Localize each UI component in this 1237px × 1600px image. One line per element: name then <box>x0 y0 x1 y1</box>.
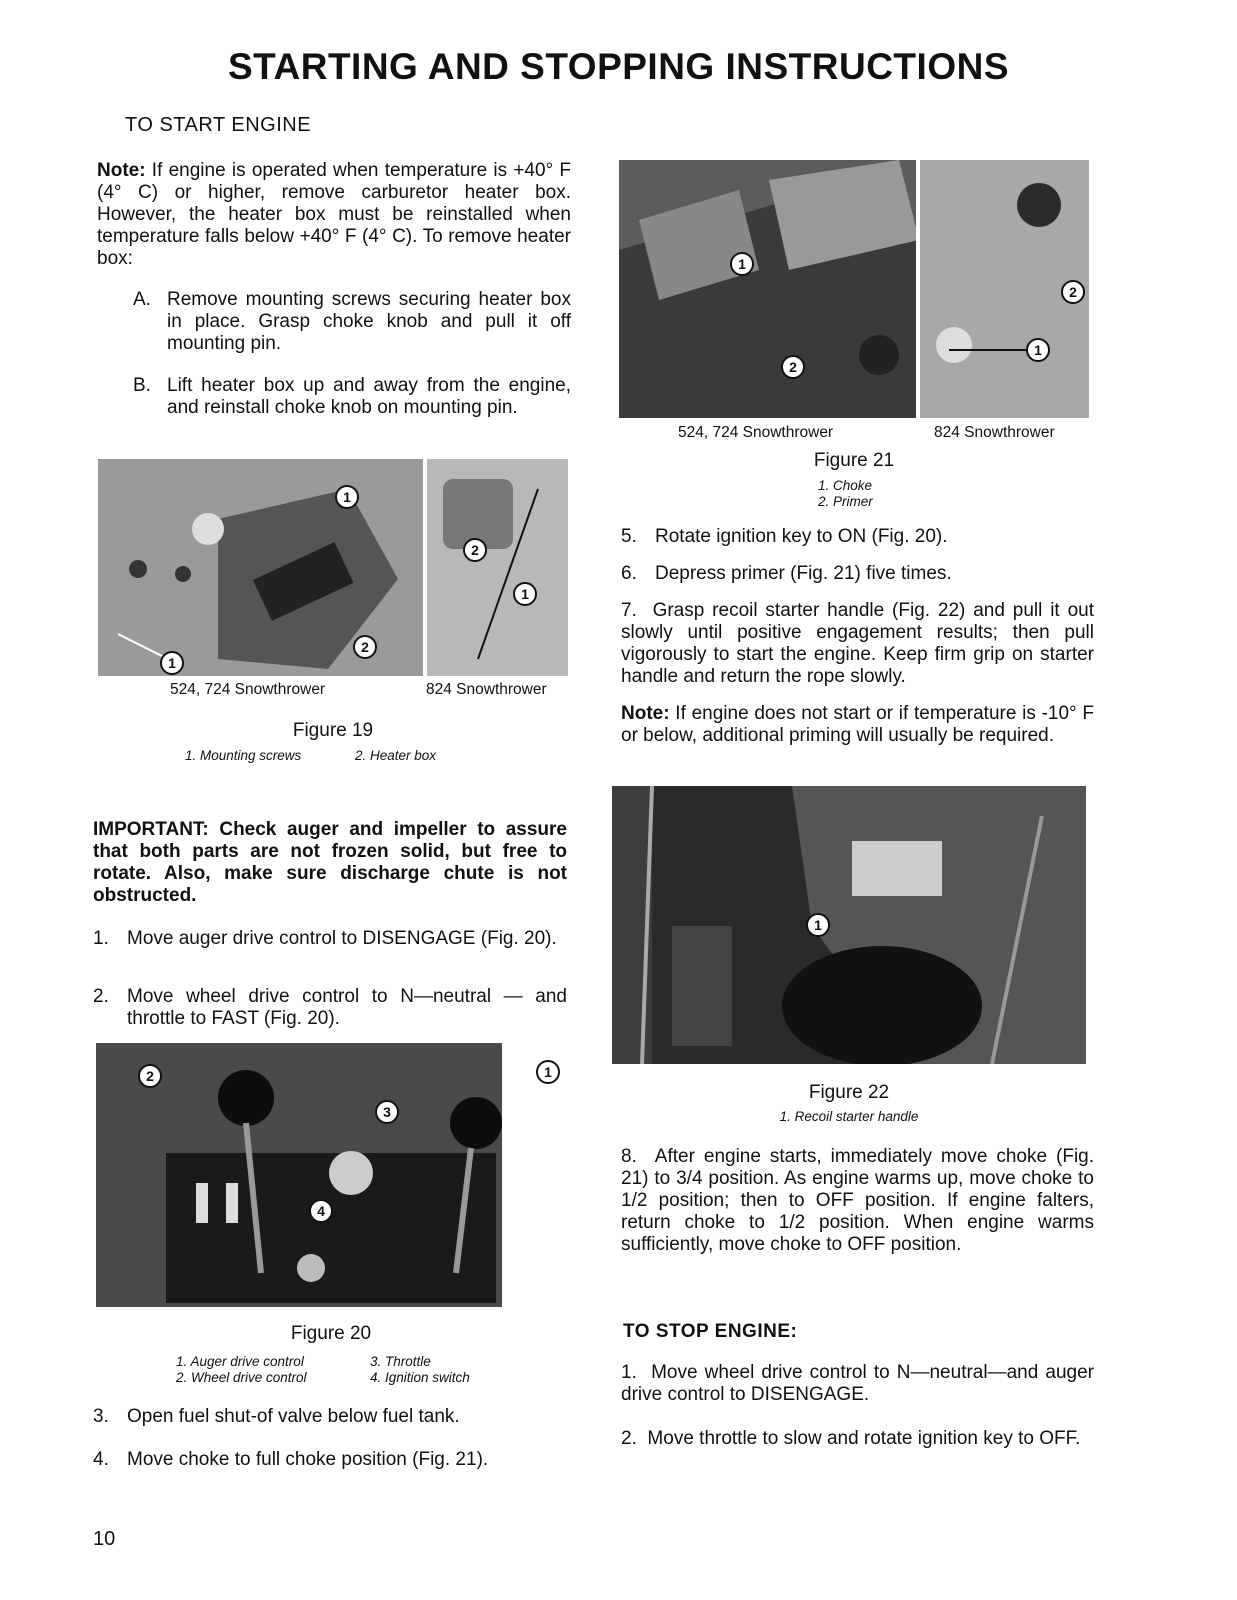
step-6 <box>621 563 1094 585</box>
stop-step-1 <box>621 1362 1094 1406</box>
note2-text: If engine does not start or if temperature is -10° F or below, additional priming will usually be required. <box>621 703 1094 746</box>
stop-step-1-text: Move wheel drive control to N—neutral—and auger drive control to DISENGAGE. <box>621 1362 1094 1405</box>
step-5-text: Rotate ignition key to ON (Fig. 20). <box>655 526 948 547</box>
fig21-title: Figure 21 <box>813 450 895 471</box>
fig20-callout-2: 3 <box>375 1100 399 1124</box>
fig20-legend-3: 3. Throttle <box>370 1354 431 1369</box>
figure-19-photo <box>98 459 568 676</box>
fig20-legend-2: 2. Wheel drive control <box>176 1370 307 1385</box>
fig19-callout-2: 2 <box>463 538 487 562</box>
note-text: If engine is operated when temperature is +40° F (4° C) or higher, remove carburetor heater box. However, the heater box must be reinstalled when temperature falls below +40° F (4° C). To remove heater box: <box>97 160 571 269</box>
step-b-letter: B. <box>133 375 151 396</box>
stop-step-1-num: 1. <box>621 1362 637 1383</box>
note-priming <box>621 703 1094 747</box>
fig21-callout-3: 2 <box>781 355 805 379</box>
fig19-legend-1: 1. Mounting screws <box>185 748 302 763</box>
fig19-callout-4: 1 <box>513 582 537 606</box>
step-2-num: 2. <box>93 986 109 1007</box>
fig22-title: Figure 22 <box>808 1082 890 1103</box>
step-1-text: Move auger drive control to DISENGAGE (Fig. 20). <box>127 928 557 949</box>
important-notice: IMPORTANT: Check auger and impeller to assure that both parts are not frozen solid, but free to rotate. Also, make sure discharge chute is not obstructed. <box>93 819 567 906</box>
step-5-num: 5. <box>621 526 637 547</box>
step-7-text: Grasp recoil starter handle (Fig. 22) and pull it out slowly until positive engagement results; then pull vigorously to start the engine. Keep firm grip on starter handle and return the rope slowly. <box>621 600 1094 687</box>
step-b <box>133 375 571 419</box>
fig20-callout-3: 1 <box>536 1060 560 1084</box>
fig21-callout-4: 1 <box>1026 338 1050 362</box>
fig20-callout-1: 2 <box>138 1064 162 1088</box>
stop-step-2-num: 2. <box>621 1428 637 1449</box>
step-4 <box>93 1449 567 1471</box>
stop-step-2-text: Move throttle to slow and rotate ignition key to OFF. <box>647 1428 1081 1449</box>
fig20-title: Figure 20 <box>290 1323 372 1344</box>
page-title: STARTING AND STOPPING INSTRUCTIONS <box>227 46 1009 87</box>
fig20-legend-4: 4. Ignition switch <box>370 1370 470 1385</box>
step-a-letter: A. <box>133 289 151 310</box>
step-3 <box>93 1406 567 1428</box>
fig21-legend-2: 2. Primer <box>818 494 873 509</box>
note-label: Note: <box>97 160 146 181</box>
fig20-callout-4: 4 <box>309 1199 333 1223</box>
step-7 <box>621 600 1094 688</box>
step-6-text: Depress primer (Fig. 21) five times. <box>655 563 952 584</box>
fig21-caption-right: 824 Snowthrower <box>934 424 1055 441</box>
fig19-legend-2: 2. Heater box <box>355 748 437 763</box>
fig19-caption-right: 824 Snowthrower <box>426 681 547 698</box>
step-a-text: Remove mounting screws securing heater box in place. Grasp choke knob and pull it off mounting pin. <box>167 289 571 354</box>
fig22-legend-1: 1. Recoil starter handle <box>779 1109 919 1124</box>
figure-22-photo <box>612 786 1086 1064</box>
fig21-legend-1: 1. Choke <box>818 478 873 493</box>
figure-21-photo <box>619 160 1089 418</box>
note2-label: Note: <box>621 703 670 724</box>
step-1-num: 1. <box>93 928 109 949</box>
fig19-callout-5: 1 <box>160 651 184 675</box>
step-4-text: Move choke to full choke position (Fig. 21). <box>127 1449 489 1470</box>
step-6-num: 6. <box>621 563 637 584</box>
step-1 <box>93 928 567 950</box>
stop-engine-heading: TO STOP ENGINE: <box>623 1321 798 1342</box>
step-8-num: 8. <box>621 1146 637 1167</box>
fig21-callout-1: 1 <box>730 252 754 276</box>
fig21-callout-2: 2 <box>1061 280 1085 304</box>
step-a <box>133 289 571 355</box>
step-7-num: 7. <box>621 600 637 621</box>
fig19-callout-1: 1 <box>335 485 359 509</box>
step-2-text: Move wheel drive control to N—neutral — and throttle to FAST (Fig. 20). <box>127 986 567 1029</box>
fig22-callout-1: 1 <box>806 913 830 937</box>
fig19-title: Figure 19 <box>292 720 374 741</box>
step-3-num: 3. <box>93 1406 109 1427</box>
fig19-callout-3: 2 <box>353 635 377 659</box>
step-2 <box>93 986 567 1030</box>
page-number: 10 <box>93 1528 116 1550</box>
step-4-num: 4. <box>93 1449 109 1470</box>
step-8-text: After engine starts, immediately move choke (Fig. 21) to 3/4 position. As engine warms up, move choke to 1/2 position; then to OFF position. If engine falters, return choke to 1/2 position. When engine warms sufficiently, move choke to OFF position. <box>621 1146 1095 1255</box>
fig21-caption-left: 524, 724 Snowthrower <box>678 424 834 441</box>
fig19-caption-left: 524, 724 Snowthrower <box>170 681 326 698</box>
step-3-text: Open fuel shut-of valve below fuel tank. <box>127 1406 460 1427</box>
note-heater-box <box>97 160 571 270</box>
fig20-legend-1: 1. Auger drive control <box>176 1354 304 1369</box>
step-5 <box>621 526 1094 548</box>
step-8 <box>621 1146 1094 1256</box>
start-engine-heading: TO START ENGINE <box>125 114 312 136</box>
step-b-text: Lift heater box up and away from the engine, and reinstall choke knob on mounting pin. <box>167 375 571 418</box>
stop-step-2 <box>621 1428 1094 1450</box>
